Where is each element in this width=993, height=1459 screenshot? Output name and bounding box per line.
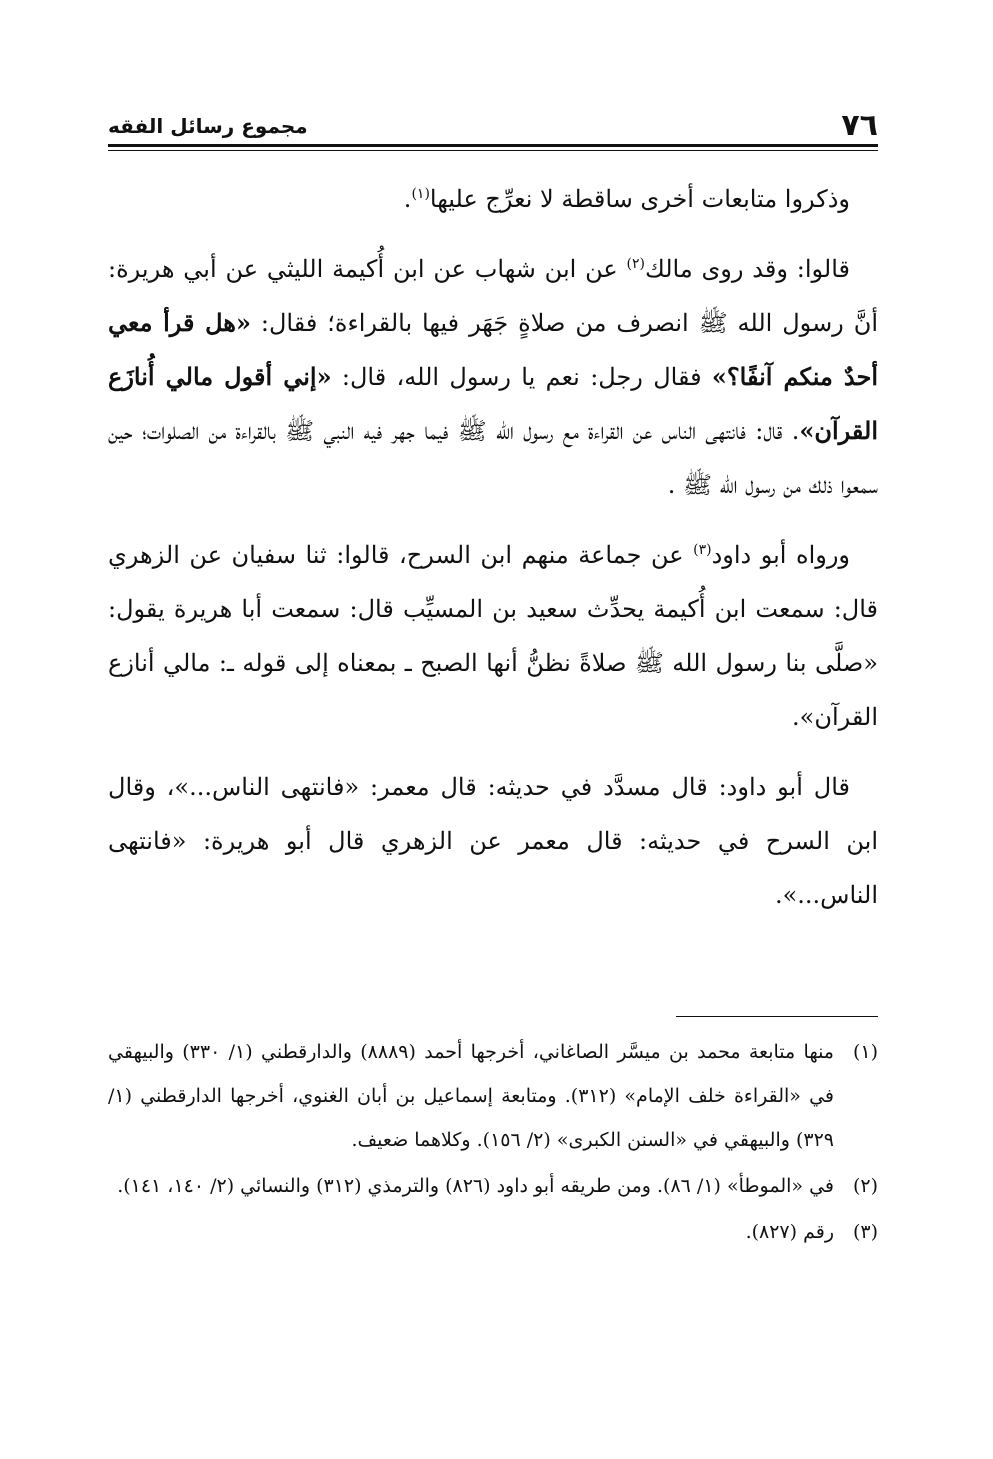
paragraph-2 — [108, 242, 878, 512]
footnote-number: (٣) — [852, 1221, 878, 1243]
footnote-number: (١) — [852, 1041, 878, 1063]
footnote-ref-2: (٢) — [626, 256, 645, 272]
main-text — [108, 172, 878, 938]
paragraph-3-part-a: ورواه أبو داود — [711, 541, 851, 569]
page-number: ٧٦ — [841, 108, 878, 143]
footnote-number: (٢) — [852, 1175, 878, 1197]
paragraph-3-part-b: عن جماعة منهم ابن السرح، قالوا: ثنا سفيان عن الزهري قال: سمعت ابن أُكيمة يحدِّث سعيد بن المسيِّب قال: سمعت أبا هريرة يقول: «صلَّى بنا رسول الله ﷺ صلاةً نظنُّ أنها الصبح ـ بمعناه إلى قوله ـ: مالي أنازع القرآن». — [108, 541, 878, 731]
paragraph-2-part-b: عن ابن شهاب عن ابن أُكيمة الليثي عن أبي هريرة: أنَّ رسول الله ﷺ انصرف من صلاةٍ جَهَر فيها بالقراءة؛ فقال: — [108, 255, 878, 337]
paragraph-1 — [108, 172, 878, 226]
footnote-3 — [108, 1210, 878, 1254]
footnote-2 — [108, 1164, 878, 1208]
footnote-ref-3: (٣) — [693, 542, 712, 558]
paragraph-4 — [108, 760, 878, 922]
paragraph-2-part-f: . قال: فانتهى الناس عن القراءة مع رسول الله ﷺ فيما جهر فيه النبي ﷺ بالقراءة من الصلوات؛ حين سمعوا ذلك من رسول الله ﷺ . — [108, 417, 878, 499]
footnote-text: رقم (٨٢٧). — [745, 1221, 834, 1243]
footnote-text: في «الموطأ» (١/ ٨٦). ومن طريقه أبو داود (٨٢٦) والترمذي (٣١٢) والنسائي (٢/ ١٤٠، ١٤١). — [117, 1175, 834, 1197]
footnote-text: منها متابعة محمد بن ميسَّر الصاغاني، أخرجها أحمد (٨٨٨٩) والدارقطني (١/ ٣٣٠) والبيهقي في «القراءة خلف الإمام» (٣١٢). ومتابعة إسماعيل بن أبان الغنوي، أخرجها الدارقطني (١/ ٣٢٩) والبيهقي في «السنن الكبرى» (٢/ ١٥٦). وكلاهما ضعيف. — [108, 1041, 834, 1151]
paragraph-2-part-a: قالوا: وقد روى مالك — [644, 255, 850, 283]
paragraph-4-text: قال أبو داود: قال مسدَّد في حديثه: قال معمر: «فانتهى الناس...»، وقال ابن السرح في حديثه: قال معمر عن الزهري قال أبو هريرة: «فانتهى الناس...». — [108, 773, 878, 909]
paragraph-2-part-d: فقال رجل: نعم يا رسول الله، قال: — [331, 363, 712, 391]
page-header — [108, 108, 878, 144]
paragraph-1-text: وذكروا متابعات أخرى ساقطة لا نعرِّج عليها — [429, 185, 850, 213]
header-rule-thin — [108, 150, 878, 151]
book-title: مجموع رسائل الفقه — [108, 114, 308, 138]
hadith-quote-2: «إني أقول مالي أُنازَع القرآن» — [108, 362, 878, 445]
paragraph-3 — [108, 528, 878, 744]
footnote-separator — [676, 1016, 878, 1017]
footnote-ref-1: (١) — [411, 186, 430, 202]
header-rule-thick — [108, 144, 878, 147]
hadith-quote-1: «هل قرأ معي أحدٌ منكم آنفًا؟» — [108, 308, 879, 391]
paragraph-1-end: . — [403, 185, 412, 213]
footnotes — [108, 1030, 878, 1256]
footnote-1 — [108, 1030, 878, 1162]
